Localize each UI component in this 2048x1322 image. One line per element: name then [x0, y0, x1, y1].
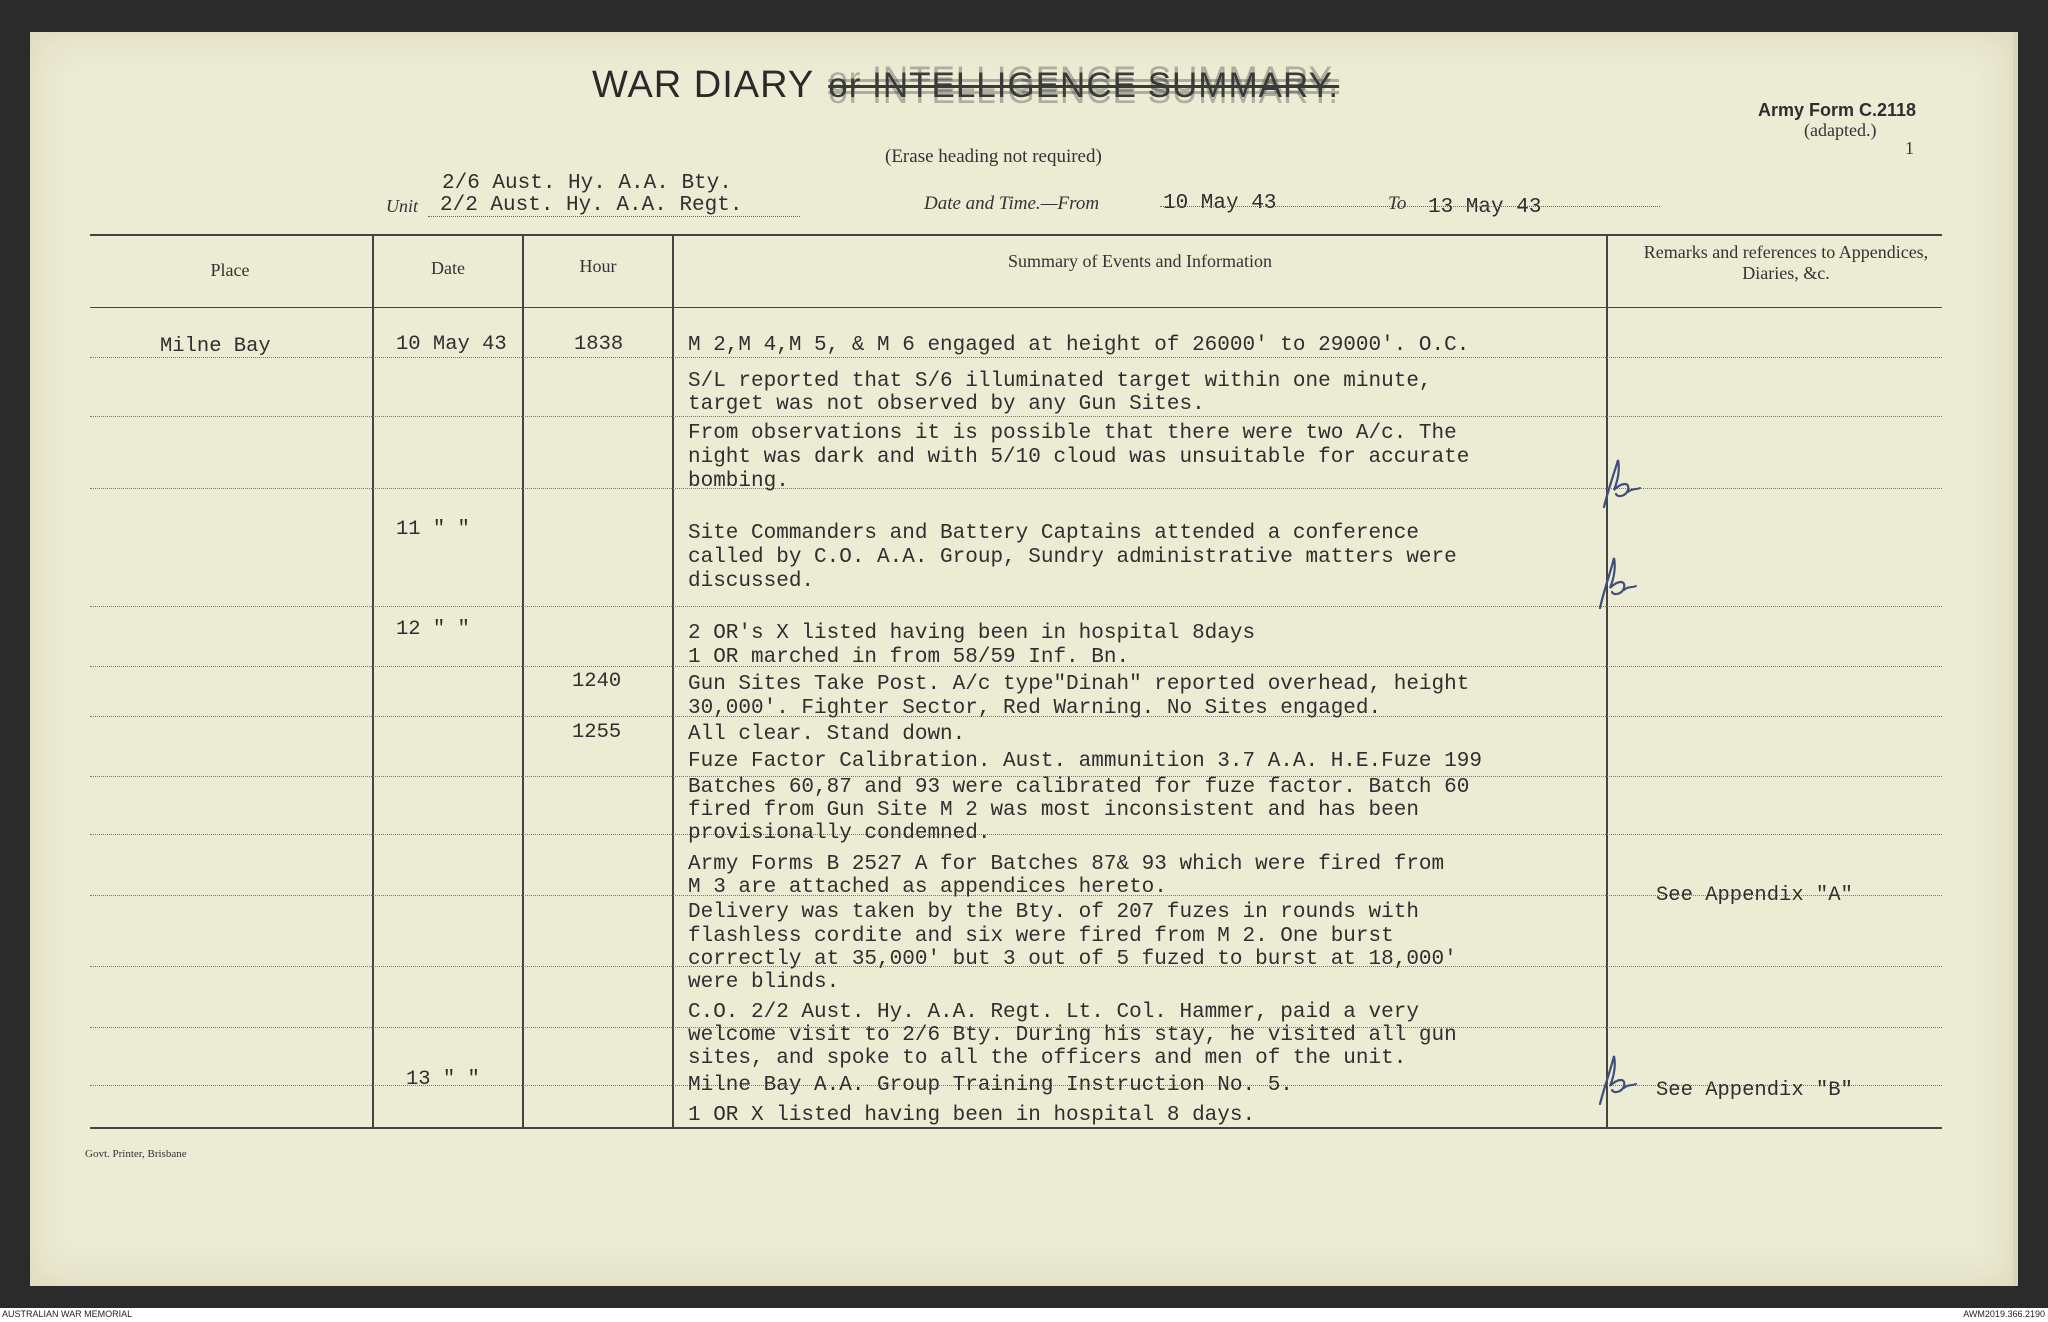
- date-time-label: Date and Time.—From: [924, 193, 1100, 214]
- column-header-date: Date: [431, 258, 465, 278]
- date-13: 13 " ": [406, 1068, 480, 1091]
- initials-signature-2: [1590, 550, 1640, 610]
- summary-line: called by C.O. A.A. Group, Sundry administrative matters were: [688, 546, 1457, 569]
- date-from: 10 May 43: [1163, 192, 1277, 215]
- place-milne-bay: Milne Bay: [160, 335, 271, 358]
- summary-line: night was dark and with 5/10 cloud was unsuitable for accurate: [688, 446, 1470, 469]
- summary-line: correctly at 35,000' but 3 out of 5 fuzed to burst at 18,000': [688, 948, 1457, 971]
- column-header-summary: Summary of Events and Information: [1008, 251, 1272, 271]
- remark-appendix-b: See Appendix "B": [1656, 1079, 1853, 1102]
- summary-line: Army Forms B 2527 A for Batches 87& 93 which were fired from: [688, 853, 1445, 876]
- form-adapted-note: (adapted.): [1804, 120, 1877, 140]
- date-12: 12 " ": [396, 618, 470, 641]
- date-10-may: 10 May 43: [396, 333, 507, 356]
- unit-underline: [428, 216, 800, 217]
- erase-note: (Erase heading not required): [885, 146, 1102, 167]
- table-header-rule: [90, 307, 1942, 308]
- summary-line: sites, and spoke to all the officers and men of the unit.: [688, 1047, 1407, 1070]
- column-divider-date-hour: [522, 234, 524, 1127]
- summary-line: Milne Bay A.A. Group Training Instruction No. 5.: [688, 1074, 1293, 1097]
- table-top-rule: [90, 234, 1942, 236]
- summary-line: 1 OR X listed having been in hospital 8 days.: [688, 1104, 1256, 1127]
- summary-line: M 3 are attached as appendices hereto.: [688, 876, 1167, 899]
- archive-footer: [0, 1308, 2048, 1322]
- summary-line: All clear. Stand down.: [688, 723, 966, 746]
- summary-line: Site Commanders and Battery Captains attended a conference: [688, 522, 1419, 545]
- archive-name: AUSTRALIAN WAR MEMORIAL: [2, 1309, 133, 1319]
- summary-line: Batches 60,87 and 93 were calibrated for fuze factor. Batch 60: [688, 776, 1470, 799]
- title-struck-heading: or INTELLIGENCE SUMMARY.: [828, 66, 1340, 105]
- unit-regiment: 2/2 Aust. Hy. A.A. Regt.: [440, 194, 743, 217]
- date-to: 13 May 43: [1428, 196, 1542, 219]
- summary-line: welcome visit to 2/6 Bty. During his stay, he visited all gun: [688, 1024, 1457, 1047]
- summary-line: target was not observed by any Gun Sites.: [688, 393, 1205, 416]
- summary-line: provisionally condemned.: [688, 822, 991, 845]
- summary-line: From observations it is possible that there were two A/c. The: [688, 422, 1457, 445]
- summary-line: M 2,M 4,M 5, & M 6 engaged at height of 26000' to 29000'. O.C.: [688, 334, 1470, 357]
- summary-line: fired from Gun Site M 2 was most inconsistent and has been: [688, 799, 1419, 822]
- hour-1240: 1240: [572, 670, 622, 693]
- initials-signature-1: [1594, 452, 1644, 512]
- column-divider-hour-summary: [672, 234, 674, 1127]
- initials-signature-3: [1590, 1048, 1640, 1108]
- summary-line: Delivery was taken by the Bty. of 207 fuzes in rounds with: [688, 901, 1419, 924]
- unit-battery: 2/6 Aust. Hy. A.A. Bty.: [442, 172, 732, 195]
- date-11: 11 " ": [396, 518, 470, 541]
- unit-label: Unit: [386, 196, 419, 216]
- summary-line: discussed.: [688, 570, 815, 593]
- column-divider-place-date: [372, 234, 374, 1127]
- summary-line: were blinds.: [688, 971, 840, 994]
- summary-line: 2 OR's X listed having been in hospital 8days: [688, 622, 1256, 645]
- summary-line: flashless cordite and six were fired from M 2. One burst: [688, 925, 1394, 948]
- hour-1255: 1255: [572, 721, 622, 744]
- summary-line: 30,000'. Fighter Sector, Red Warning. No Sites engaged.: [688, 697, 1382, 720]
- summary-line: 1 OR marched in from 58/59 Inf. Bn.: [688, 646, 1130, 669]
- summary-line: S/L reported that S/6 illuminated target within one minute,: [688, 370, 1432, 393]
- summary-line: Fuze Factor Calibration. Aust. ammunition 3.7 A.A. H.E.Fuze 199: [688, 750, 1482, 773]
- corner-mark: 1: [1905, 138, 1914, 158]
- summary-line: Gun Sites Take Post. A/c type"Dinah" reported overhead, height: [688, 673, 1470, 696]
- column-header-hour: Hour: [579, 256, 617, 276]
- column-divider-summary-remarks: [1606, 234, 1608, 1127]
- archive-reference: AWM2019.366.2190: [1963, 1309, 2045, 1319]
- remark-appendix-a: See Appendix "A": [1656, 884, 1853, 907]
- hour-1838: 1838: [574, 333, 624, 356]
- column-header-place: Place: [210, 260, 250, 280]
- date-to-label: To: [1388, 193, 1407, 214]
- summary-line: bombing.: [688, 470, 789, 493]
- column-header-remarks: Remarks and references to Appendices, Diaries, &c.: [1643, 242, 1929, 283]
- title-war-diary: WAR DIARY: [592, 64, 815, 106]
- summary-line: C.O. 2/2 Aust. Hy. A.A. Regt. Lt. Col. Hammer, paid a very: [688, 1001, 1419, 1024]
- form-title: [592, 64, 1339, 107]
- army-form-reference: Army Form C.2118: [1758, 100, 1917, 120]
- date-underline: [1160, 206, 1660, 207]
- printer-imprint: Govt. Printer, Brisbane: [85, 1148, 187, 1160]
